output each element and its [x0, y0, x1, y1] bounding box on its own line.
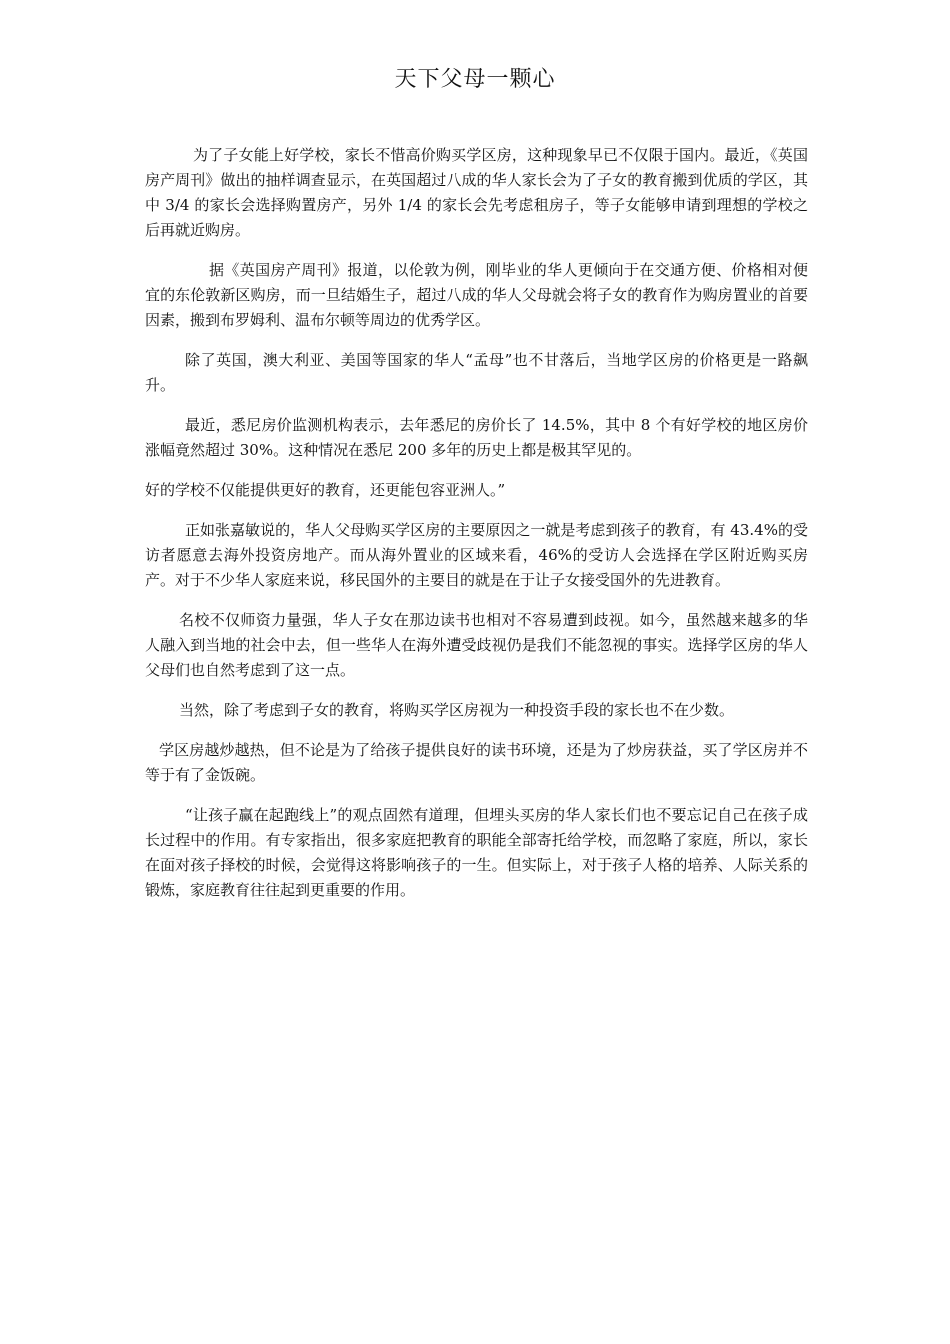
- paragraph-5: 好的学校不仅能提供更好的教育，还更能包容亚洲人。”: [145, 481, 506, 499]
- paragraph-2: 据《英国房产周刊》报道，以伦敦为例，刚毕业的华人更倾向于在交通方便、价格相对便宜的东伦敦新区购房，而一旦结婚生子，超过八成的华人父母就会将子女的教育作为购房置业的首要因素，搬到布罗姆利、温布尔顿等周边的优秀学区。: [145, 261, 808, 329]
- document-title: 天下父母一颗心: [394, 67, 556, 92]
- document-body: [145, 143, 808, 918]
- paragraph-3: 除了英国，澳大利亚、美国等国家的华人“孟母”也不甘落后，当地学区房的价格更是一路飙升。: [145, 351, 808, 394]
- paragraph-10: “让孩子赢在起跑线上”的观点固然有道理，但埋头买房的华人家长们也不要忘记自己在孩子成长过程中的作用。有专家指出，很多家庭把教育的职能全部寄托给学校，而忽略了家庭，所以，家长在面对孩子择校的时候，会觉得这将影响孩子的一生。但实际上，对于孩子人格的培养、人际关系的锻炼，家庭教育往往起到更重要的作用。: [145, 806, 808, 899]
- paragraph-6: 正如张嘉敏说的，华人父母购买学区房的主要原因之一就是考虑到孩子的教育，有 43.4%的受访者愿意去海外投资房地产。而从海外置业的区域来看，46%的受访人会选择在学区附近购买房产。对于不少华人家庭来说，移民国外的主要目的就是在于让子女接受国外的先进教育。: [145, 521, 808, 589]
- paragraph-9: 学区房越炒越热，但不论是为了给孩子提供良好的读书环境，还是为了炒房获益，买了学区房并不等于有了金饭碗。: [145, 741, 808, 784]
- paragraph-4: 最近，悉尼房价监测机构表示，去年悉尼的房价长了 14.5%，其中 8 个有好学校的地区房价涨幅竟然超过 30%。这种情况在悉尼 200 多年的历史上都是极其罕见的。: [145, 416, 808, 459]
- paragraph-7: 名校不仅师资力量强，华人子女在那边读书也相对不容易遭到歧视。如今，虽然越来越多的华人融入到当地的社会中去，但一些华人在海外遭受歧视仍是我们不能忽视的事实。选择学区房的华人父母们也自然考虑到了这一点。: [145, 611, 808, 679]
- paragraph-1: 为了子女能上好学校，家长不惜高价购买学区房，这种现象早已不仅限于国内。最近，《英国房产周刊》做出的抽样调查显示，在英国超过八成的华人家长会为了子女的教育搬到优质的学区，其中 3/4 的家长会选择购置房产，另外 1/4 的家长会先考虑租房子，等子女能够申请到理想的学校之后再就近购房。: [145, 146, 808, 239]
- paragraph-8: 当然，除了考虑到子女的教育，将购买学区房视为一种投资手段的家长也不在少数。: [179, 701, 735, 719]
